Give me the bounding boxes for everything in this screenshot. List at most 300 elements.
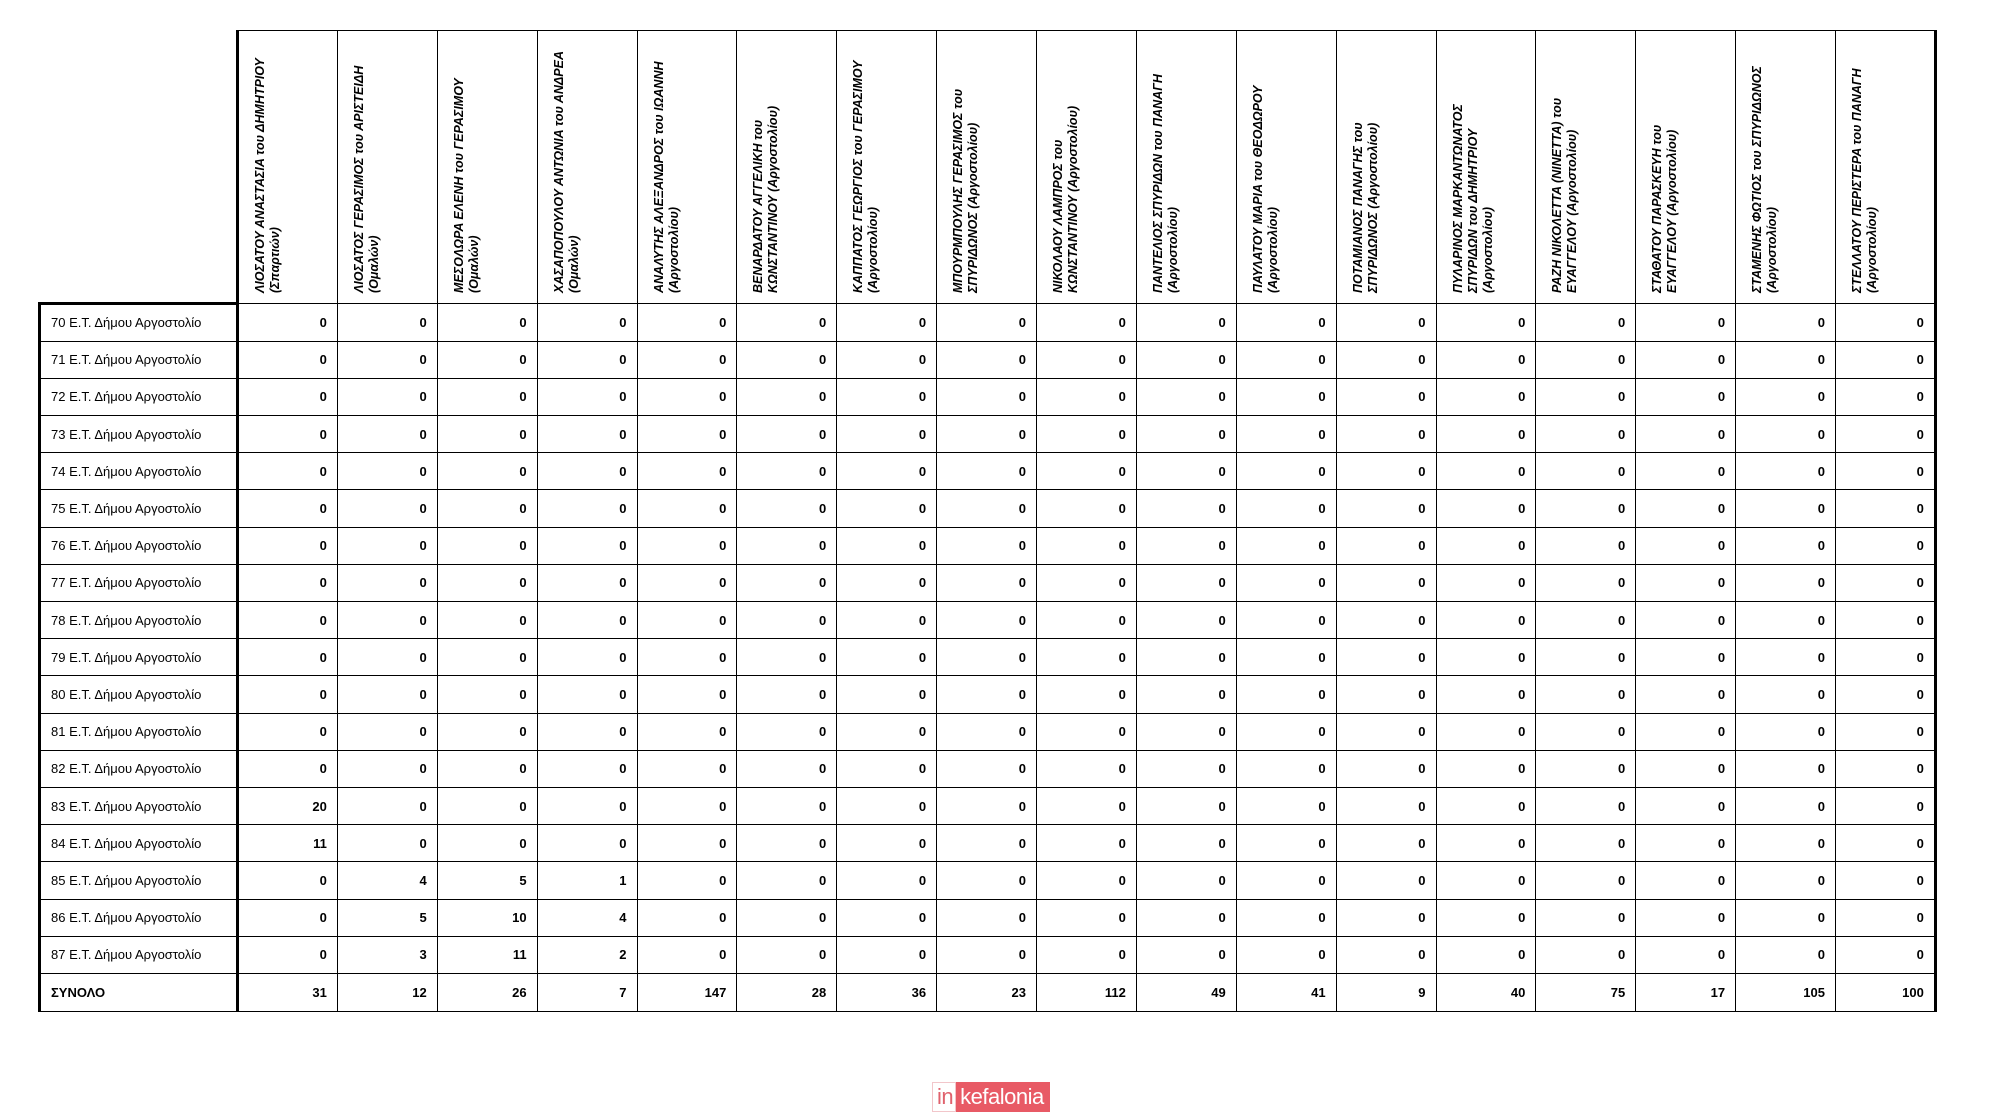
- vote-cell: 0: [1736, 750, 1836, 787]
- column-header-label: ΜΠΟΥΡΜΠΟΥΛΗΣ ΓΕΡΑΣΙΜΟΣ του ΣΠΥΡΙΔΩΝΟΣ (Αργοστολίου): [951, 88, 981, 293]
- vote-cell: 0: [837, 862, 937, 899]
- vote-cell: 0: [637, 527, 737, 564]
- vote-cell: 0: [1636, 787, 1736, 824]
- vote-cell: 0: [1336, 899, 1436, 936]
- table-row: [40, 341, 1936, 378]
- vote-cell: 0: [337, 453, 437, 490]
- column-header: [737, 31, 837, 304]
- vote-cell: 0: [1636, 750, 1736, 787]
- vote-cell: 0: [437, 378, 537, 415]
- vote-cell: 0: [1836, 676, 1936, 713]
- vote-cell: 0: [1037, 862, 1137, 899]
- vote-cell: 0: [1336, 602, 1436, 639]
- vote-cell: 0: [1836, 416, 1936, 453]
- vote-cell: 0: [1136, 750, 1236, 787]
- row-label: 86 Ε.Τ. Δήμου Αργοστολίο: [40, 899, 238, 936]
- vote-cell: 0: [737, 490, 837, 527]
- vote-cell: 0: [437, 527, 537, 564]
- total-cell: 41: [1236, 973, 1336, 1011]
- total-cell: 9: [1336, 973, 1436, 1011]
- vote-cell: 11: [238, 825, 338, 862]
- vote-cell: 0: [1636, 602, 1736, 639]
- vote-cell: 0: [1436, 341, 1536, 378]
- vote-cell: 0: [1736, 602, 1836, 639]
- vote-cell: 0: [1636, 303, 1736, 341]
- vote-cell: 0: [1836, 602, 1936, 639]
- vote-cell: 0: [837, 787, 937, 824]
- vote-cell: 0: [937, 899, 1037, 936]
- vote-cell: 0: [1236, 341, 1336, 378]
- row-label: 80 Ε.Τ. Δήμου Αργοστολίο: [40, 676, 238, 713]
- vote-cell: 0: [937, 303, 1037, 341]
- vote-cell: 0: [1836, 378, 1936, 415]
- vote-cell: 1: [537, 862, 637, 899]
- vote-cell: 0: [337, 490, 437, 527]
- vote-cell: 0: [937, 527, 1037, 564]
- row-label: 78 Ε.Τ. Δήμου Αργοστολίο: [40, 602, 238, 639]
- vote-cell: 0: [238, 713, 338, 750]
- vote-cell: 0: [238, 527, 338, 564]
- row-label: 70 Ε.Τ. Δήμου Αργοστολίο: [40, 303, 238, 341]
- vote-cell: 0: [1436, 862, 1536, 899]
- vote-cell: 0: [337, 787, 437, 824]
- vote-cell: 0: [337, 378, 437, 415]
- vote-cell: 4: [337, 862, 437, 899]
- vote-cell: 0: [1536, 676, 1636, 713]
- vote-cell: 0: [1536, 713, 1636, 750]
- total-cell: 7: [537, 973, 637, 1011]
- vote-cell: 0: [737, 416, 837, 453]
- vote-cell: 0: [837, 341, 937, 378]
- vote-cell: 0: [437, 639, 537, 676]
- vote-cell: 0: [1136, 899, 1236, 936]
- vote-cell: 0: [737, 341, 837, 378]
- vote-cell: 0: [1336, 936, 1436, 973]
- vote-cell: 0: [437, 602, 537, 639]
- total-cell: 75: [1536, 973, 1636, 1011]
- vote-cell: 0: [1136, 564, 1236, 601]
- vote-cell: 0: [1436, 378, 1536, 415]
- column-header-label: ΠΑΝΤΕΛΙΟΣ ΣΠΥΡΙΔΩΝ του ΠΑΝΑΓΗ (Αργοστολίου): [1150, 73, 1180, 293]
- vote-cell: 0: [1336, 341, 1436, 378]
- vote-cell: 0: [437, 825, 537, 862]
- table-row: [40, 676, 1936, 713]
- vote-cell: 0: [1536, 862, 1636, 899]
- vote-cell: 0: [1636, 341, 1736, 378]
- vote-cell: 0: [1037, 787, 1137, 824]
- vote-cell: 0: [837, 416, 937, 453]
- vote-cell: 0: [238, 676, 338, 713]
- vote-cell: 0: [1136, 713, 1236, 750]
- vote-cell: 0: [1236, 639, 1336, 676]
- row-label: 85 Ε.Τ. Δήμου Αργοστολίο: [40, 862, 238, 899]
- vote-cell: 0: [1136, 862, 1236, 899]
- vote-cell: 0: [837, 490, 937, 527]
- vote-cell: 0: [1336, 490, 1436, 527]
- vote-cell: 0: [1836, 862, 1936, 899]
- vote-cell: 0: [737, 936, 837, 973]
- vote-cell: 0: [1436, 490, 1536, 527]
- vote-cell: 0: [1436, 936, 1536, 973]
- vote-cell: 0: [1436, 899, 1536, 936]
- vote-cell: 0: [1236, 936, 1336, 973]
- vote-cell: 0: [637, 899, 737, 936]
- column-header: [1136, 31, 1236, 304]
- vote-cell: 0: [1736, 527, 1836, 564]
- vote-cell: 0: [837, 378, 937, 415]
- vote-cell: 0: [1037, 676, 1137, 713]
- vote-cell: 0: [1436, 527, 1536, 564]
- vote-cell: 0: [1336, 750, 1436, 787]
- row-label: 74 Ε.Τ. Δήμου Αργοστολίο: [40, 453, 238, 490]
- vote-cell: 0: [1336, 303, 1436, 341]
- vote-cell: 0: [1136, 378, 1236, 415]
- vote-cell: 0: [1836, 899, 1936, 936]
- vote-cell: 0: [1037, 490, 1137, 527]
- column-header-label: ΠΑΥΛΑΤΟΥ ΜΑΡΙΑ του ΘΕΟΔΩΡΟΥ (Αργοστολίου): [1250, 85, 1280, 293]
- vote-cell: 0: [1037, 713, 1137, 750]
- vote-cell: 0: [837, 713, 937, 750]
- vote-cell: 0: [1136, 303, 1236, 341]
- vote-cell: 0: [837, 602, 937, 639]
- corner-cell: [40, 31, 238, 304]
- vote-cell: 2: [537, 936, 637, 973]
- table-row: [40, 787, 1936, 824]
- vote-cell: 0: [937, 750, 1037, 787]
- vote-cell: 0: [537, 564, 637, 601]
- vote-cell: 0: [537, 490, 637, 527]
- column-header-label: ΣΤΕΛΛΑΤΟΥ ΠΕΡΙΣΤΕΡΑ του ΠΑΝΑΓΗ (Αργοστολίου): [1850, 67, 1879, 293]
- vote-cell: 0: [1836, 713, 1936, 750]
- vote-cell: 0: [238, 416, 338, 453]
- vote-cell: 0: [1336, 416, 1436, 453]
- total-cell: 40: [1436, 973, 1536, 1011]
- total-cell: 23: [937, 973, 1037, 1011]
- column-header: [1636, 31, 1736, 304]
- row-label: 72 Ε.Τ. Δήμου Αργοστολίο: [40, 378, 238, 415]
- vote-cell: 0: [1436, 416, 1536, 453]
- vote-cell: 0: [1136, 825, 1236, 862]
- column-header: [637, 31, 737, 304]
- vote-cell: 0: [937, 713, 1037, 750]
- vote-cell: 0: [737, 787, 837, 824]
- vote-cell: 0: [1636, 564, 1736, 601]
- vote-cell: 0: [337, 341, 437, 378]
- total-cell: 31: [238, 973, 338, 1011]
- vote-cell: 0: [737, 899, 837, 936]
- column-header-label: ΜΕΣΟΛΩΡΑ ΕΛΕΝΗ του ΓΕΡΑΣΙΜΟΥ (Ομαλών): [451, 77, 481, 293]
- vote-cell: 0: [837, 899, 937, 936]
- vote-cell: 0: [1836, 527, 1936, 564]
- vote-cell: 0: [1836, 825, 1936, 862]
- vote-cell: 0: [1436, 713, 1536, 750]
- vote-cell: 0: [537, 787, 637, 824]
- total-cell: 112: [1037, 973, 1137, 1011]
- vote-cell: 0: [837, 936, 937, 973]
- vote-cell: 0: [238, 862, 338, 899]
- vote-cell: 0: [637, 341, 737, 378]
- total-cell: 105: [1736, 973, 1836, 1011]
- vote-cell: 0: [1136, 787, 1236, 824]
- vote-cell: 0: [238, 936, 338, 973]
- vote-cell: 0: [637, 416, 737, 453]
- total-cell: 36: [837, 973, 937, 1011]
- total-label: ΣΥΝΟΛΟ: [40, 973, 238, 1011]
- vote-cell: 0: [238, 341, 338, 378]
- table-row: [40, 527, 1936, 564]
- vote-cell: 0: [1136, 341, 1236, 378]
- vote-cell: 0: [1037, 453, 1137, 490]
- vote-cell: 0: [937, 564, 1037, 601]
- vote-cell: 0: [1436, 453, 1536, 490]
- vote-cell: 0: [437, 341, 537, 378]
- column-header: [1037, 31, 1137, 304]
- logo-brand: kefalonia: [956, 1082, 1050, 1112]
- vote-cell: 0: [537, 825, 637, 862]
- column-header-label: ΡΑΖΗ ΝΙΚΟΛΕΤΤΑ (ΝΙΝΕΤΤΑ) του ΕΥΑΓΓΕΛΟΥ (Αργοστολίου): [1550, 97, 1580, 293]
- table-row: [40, 713, 1936, 750]
- vote-cell: 0: [937, 639, 1037, 676]
- vote-cell: 0: [1436, 602, 1536, 639]
- vote-cell: 0: [1037, 936, 1137, 973]
- vote-cell: 0: [1436, 303, 1536, 341]
- vote-cell: 0: [937, 453, 1037, 490]
- column-header-label: ΚΑΠΠΑΤΟΣ ΓΕΩΡΓΙΟΣ του ΓΕΡΑΣΙΜΟΥ (Αργοστολίου): [851, 60, 881, 293]
- vote-cell: 0: [238, 378, 338, 415]
- vote-cell: 0: [1236, 899, 1336, 936]
- column-header-label: ΠΥΛΑΡΙΝΟΣ ΜΑΡΚΑΝΤΩΝΑΤΟΣ ΣΠΥΡΙΔΩΝ του ΔΗΜΗΤΡΙΟΥ (Αργοστολίου): [1450, 103, 1495, 293]
- vote-cell: 0: [937, 787, 1037, 824]
- table-row: [40, 825, 1936, 862]
- vote-cell: 0: [1236, 825, 1336, 862]
- vote-cell: 0: [1836, 750, 1936, 787]
- vote-cell: 0: [1536, 825, 1636, 862]
- vote-cell: 0: [1736, 713, 1836, 750]
- vote-cell: 0: [1236, 750, 1336, 787]
- vote-cell: 0: [1236, 453, 1336, 490]
- table-row: [40, 862, 1936, 899]
- column-header-label: ΣΤΑΜΕΝΗΣ ΦΩΤΙΟΣ του ΣΠΥΡΙΔΩΝΟΣ (Αργοστολίου): [1750, 65, 1780, 293]
- vote-cell: 0: [1037, 564, 1137, 601]
- vote-cell: 0: [1236, 303, 1336, 341]
- table-row: [40, 899, 1936, 936]
- vote-cell: 0: [1336, 564, 1436, 601]
- row-label: 87 Ε.Τ. Δήμου Αργοστολίο: [40, 936, 238, 973]
- column-header-label: ΛΙΟΣΑΤΟΥ ΑΝΑΣΤΑΣΙΑ του ΔΗΜΗΤΡΙΟΥ (Σπαρτιών): [253, 57, 282, 293]
- vote-cell: 0: [937, 936, 1037, 973]
- vote-cell: 0: [737, 303, 837, 341]
- vote-cell: 0: [1136, 490, 1236, 527]
- total-cell: 26: [437, 973, 537, 1011]
- vote-cell: 0: [1037, 303, 1137, 341]
- vote-cell: 0: [337, 676, 437, 713]
- vote-cell: 0: [337, 750, 437, 787]
- vote-cell: 0: [1336, 825, 1436, 862]
- vote-cell: 0: [737, 453, 837, 490]
- vote-cell: 0: [537, 676, 637, 713]
- vote-cell: 0: [238, 564, 338, 601]
- vote-cell: 0: [537, 416, 637, 453]
- vote-cell: 0: [1136, 676, 1236, 713]
- row-label: 83 Ε.Τ. Δήμου Αργοστολίο: [40, 787, 238, 824]
- column-header-label: ΝΙΚΟΛΑΟΥ ΛΑΜΠΡΟΣ του ΚΩΝΣΤΑΝΤΙΝΟΥ (Αργοστολίου): [1051, 105, 1080, 293]
- vote-cell: 0: [637, 713, 737, 750]
- vote-cell: 0: [537, 713, 637, 750]
- vote-cell: 0: [637, 453, 737, 490]
- row-label: 73 Ε.Τ. Δήμου Αργοστολίο: [40, 416, 238, 453]
- vote-cell: 0: [537, 639, 637, 676]
- vote-cell: 0: [837, 639, 937, 676]
- column-header-label: ΛΙΟΣΑΤΟΣ ΓΕΡΑΣΙΜΟΣ του ΑΡΙΣΤΕΙΔΗ (Ομαλών): [351, 65, 381, 293]
- column-header: [238, 31, 338, 304]
- vote-cell: 0: [1236, 416, 1336, 453]
- vote-cell: 0: [1436, 676, 1536, 713]
- vote-cell: 0: [238, 453, 338, 490]
- vote-cell: 0: [1536, 750, 1636, 787]
- vote-cell: 0: [1636, 899, 1736, 936]
- vote-cell: 0: [1136, 936, 1236, 973]
- column-header: [837, 31, 937, 304]
- vote-cell: 0: [1536, 303, 1636, 341]
- vote-cell: 0: [1236, 490, 1336, 527]
- vote-cell: 0: [1536, 639, 1636, 676]
- vote-cell: 0: [937, 378, 1037, 415]
- column-header: [1336, 31, 1436, 304]
- vote-cell: 5: [337, 899, 437, 936]
- vote-cell: 0: [637, 639, 737, 676]
- vote-cell: 0: [1436, 750, 1536, 787]
- vote-cell: 0: [937, 676, 1037, 713]
- vote-cell: 0: [1336, 862, 1436, 899]
- vote-cell: 0: [437, 453, 537, 490]
- total-cell: 147: [637, 973, 737, 1011]
- vote-cell: 0: [1336, 527, 1436, 564]
- vote-cell: 0: [1736, 639, 1836, 676]
- vote-cell: 0: [337, 527, 437, 564]
- total-row: [40, 973, 1936, 1011]
- vote-cell: 0: [1736, 341, 1836, 378]
- column-header: [937, 31, 1037, 304]
- vote-cell: 0: [1836, 341, 1936, 378]
- vote-cell: 0: [1236, 676, 1336, 713]
- total-cell: 100: [1836, 973, 1936, 1011]
- vote-cell: 0: [1037, 639, 1137, 676]
- vote-cell: 0: [1236, 602, 1336, 639]
- vote-cell: 0: [737, 564, 837, 601]
- vote-cell: 0: [437, 490, 537, 527]
- vote-cell: 0: [238, 639, 338, 676]
- vote-cell: 0: [1436, 564, 1536, 601]
- vote-cell: 0: [1736, 303, 1836, 341]
- vote-cell: 0: [637, 862, 737, 899]
- vote-cell: 0: [238, 750, 338, 787]
- vote-cell: 0: [1636, 825, 1736, 862]
- vote-cell: 0: [737, 825, 837, 862]
- vote-cell: 0: [1836, 936, 1936, 973]
- vote-cell: 0: [1736, 453, 1836, 490]
- vote-cell: 0: [637, 750, 737, 787]
- vote-cell: 10: [437, 899, 537, 936]
- vote-cell: 0: [1436, 639, 1536, 676]
- vote-cell: 0: [737, 713, 837, 750]
- table-row: [40, 378, 1936, 415]
- vote-cell: 0: [1636, 713, 1736, 750]
- vote-cell: 0: [1736, 676, 1836, 713]
- inkefalonia-logo: [932, 1082, 1050, 1112]
- vote-cell: 0: [1336, 787, 1436, 824]
- vote-cell: 0: [238, 899, 338, 936]
- vote-cell: 0: [1636, 676, 1736, 713]
- vote-cell: 0: [637, 936, 737, 973]
- vote-cell: 0: [837, 453, 937, 490]
- column-header: [1236, 31, 1336, 304]
- column-header: [537, 31, 637, 304]
- vote-cell: 4: [537, 899, 637, 936]
- vote-cell: 0: [337, 825, 437, 862]
- vote-cell: 0: [1037, 602, 1137, 639]
- vote-cell: 0: [837, 564, 937, 601]
- vote-cell: 0: [1836, 639, 1936, 676]
- vote-cell: 0: [1536, 527, 1636, 564]
- vote-cell: 0: [837, 676, 937, 713]
- vote-cell: 0: [437, 416, 537, 453]
- vote-cell: 0: [1436, 787, 1536, 824]
- vote-cell: 0: [837, 303, 937, 341]
- vote-cell: 0: [837, 750, 937, 787]
- vote-cell: 0: [437, 303, 537, 341]
- table-row: [40, 750, 1936, 787]
- vote-cell: 0: [737, 676, 837, 713]
- table-row: [40, 639, 1936, 676]
- vote-cell: 0: [537, 303, 637, 341]
- vote-cell: 0: [1836, 564, 1936, 601]
- vote-cell: 0: [637, 787, 737, 824]
- vote-cell: 0: [1037, 750, 1137, 787]
- vote-cell: 0: [1536, 416, 1636, 453]
- row-label: 75 Ε.Τ. Δήμου Αργοστολίο: [40, 490, 238, 527]
- total-cell: 28: [737, 973, 837, 1011]
- vote-cell: 0: [737, 750, 837, 787]
- vote-cell: 0: [1736, 862, 1836, 899]
- vote-cell: 0: [337, 639, 437, 676]
- column-header: [1536, 31, 1636, 304]
- vote-cell: 0: [1836, 490, 1936, 527]
- vote-cell: 0: [1236, 378, 1336, 415]
- vote-cell: 0: [837, 527, 937, 564]
- vote-cell: 0: [1536, 490, 1636, 527]
- column-header: [337, 31, 437, 304]
- row-label: 76 Ε.Τ. Δήμου Αργοστολίο: [40, 527, 238, 564]
- vote-cell: 0: [1636, 416, 1736, 453]
- vote-cell: 0: [1136, 639, 1236, 676]
- vote-cell: 0: [1636, 378, 1736, 415]
- vote-cell: 0: [1536, 453, 1636, 490]
- vote-cell: 0: [937, 341, 1037, 378]
- column-header: [437, 31, 537, 304]
- vote-cell: 0: [1736, 490, 1836, 527]
- total-cell: 49: [1136, 973, 1236, 1011]
- row-label: 79 Ε.Τ. Δήμου Αργοστολίο: [40, 639, 238, 676]
- vote-cell: 0: [1736, 787, 1836, 824]
- vote-cell: 0: [437, 787, 537, 824]
- vote-cell: 0: [937, 490, 1037, 527]
- vote-cell: 5: [437, 862, 537, 899]
- vote-cell: 0: [537, 453, 637, 490]
- row-label: 82 Ε.Τ. Δήμου Αργοστολίο: [40, 750, 238, 787]
- vote-cell: 0: [1836, 453, 1936, 490]
- row-label: 77 Ε.Τ. Δήμου Αργοστολίο: [40, 564, 238, 601]
- vote-cell: 3: [337, 936, 437, 973]
